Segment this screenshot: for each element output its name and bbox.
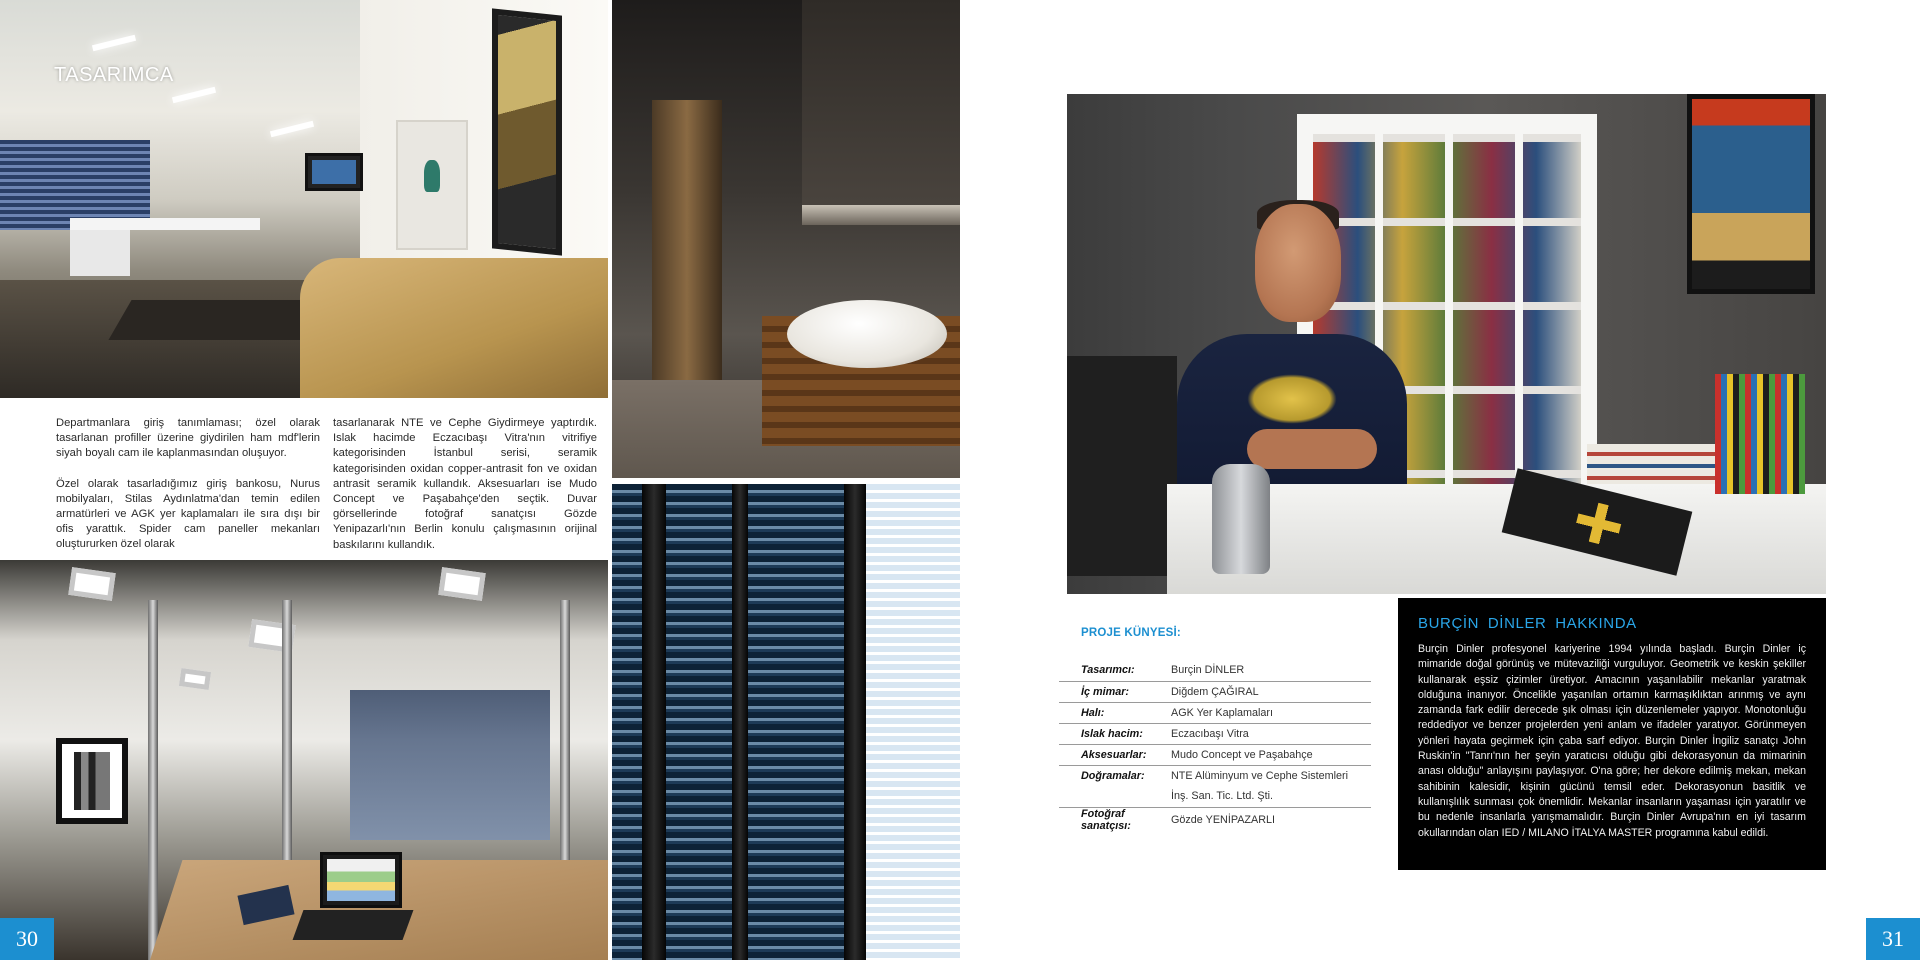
credits-row: [1059, 681, 1371, 702]
credits-value: AGK Yer Kaplamaları: [1171, 702, 1371, 723]
credits-label: İç mimar:: [1059, 681, 1171, 702]
about-title: BURÇİN DİNLER HAKKINDA: [1418, 615, 1637, 632]
washbasin-photo: [612, 0, 960, 478]
page-number-left: 30: [0, 918, 54, 960]
credits-row: [1059, 807, 1371, 832]
credits-value-continued: İnş. San. Tic. Ltd. Şti.: [1171, 786, 1371, 807]
article-paragraph: Özel olarak tasarladığımız giriş bankosu, Nurus mobilyaları, Stilas Aydınlatma'dan temin edilen armatürleri ve AGK yer kaplamaları ile sıra dışı bir ofis yarattık. Spider cam paneller mekanları oluştururken özel olarak: [56, 477, 320, 551]
credits-label: Islak hacim:: [1059, 723, 1171, 744]
credits-row: [1059, 765, 1371, 786]
iron-maiden-poster: [1687, 94, 1815, 294]
credits-label: Doğramalar:: [1081, 769, 1145, 782]
credits-value: Diğdem ÇAĞIRAL: [1171, 681, 1371, 702]
credits-value: Eczacıbaşı Vitra: [1171, 723, 1371, 744]
about-text: Burçin Dinler profesyonel kariyerine 1994 yılında başladı. Burçin Dinler iç mimaride doğal görünüş ve mütevaziliği vurguluyor. Geometrik ve keskin şekiller kullanarak eşsiz çizimler üretiyor. Amacının yaşanılabilir mekanlar yaratmak olduğuna inanıyor. Öncelikle yaşanılan ortamın karmaşıklıktan arınmış ve aynı zamanda fark edilir derecede şık olması için düzenlemeler yapıyor. Monotonluğu reddediyor ve benzer projelerden yeni anlam ve ifadeler yaratıyor. Görünmeyen yönleri hayata geçirmek için çaba sarf ediyor. Burçin Dinler İngiliz sanatçı John Ruskin'in "Tanrı'nın her şeyin yaratıcısı olduğu gibi dekorasyonun da mimarinin anası olduğu" anlayışını paylaşıyor. O'na göre; her dekore edilmiş mekan, mekan sahibinin kalesidir, kişinin gücünü temsil eder. Dekorasyonun basitlik ve kullanışlılık sunması çok önemlidir. Mekanlar insanların yaşaması için yaratılır ve bu nedenle insanlarla yarışmamalıdır. Burçin Dinler Avrupa'nın en iyi tasarım okullarından olan IED / MILANO İTALYA MASTER programına kabul edildi.: [1418, 643, 1806, 839]
meeting-room-photo: [0, 560, 608, 960]
credits-value: Burçin DİNLER: [1171, 660, 1371, 681]
page-number-right: 31: [1866, 918, 1920, 960]
article-paragraph: Departmanlara giriş tanımlaması; özel olarak tasarlanan profiller üzerine giydirilen ham mdf'lerin siyah boyalı cam ile kaplanmasından oluşuyor.: [56, 417, 320, 460]
credits-row: [1059, 723, 1371, 744]
credits-value: Mudo Concept ve Paşabahçe: [1171, 744, 1371, 765]
credits-label: Fotoğraf sanatçısı:: [1081, 807, 1131, 832]
office-lounge-photo: [0, 0, 608, 398]
credits-row: [1059, 702, 1371, 723]
section-title: TASARIMCA: [54, 64, 174, 86]
window-blinds-photo: [612, 484, 960, 960]
credits-label: Halı:: [1059, 702, 1171, 723]
article-paragraph: tasarlanarak NTE ve Cephe Giydirmeye yaptırdık. Islak hacimde Eczacıbaşı Vitra'nın vitrifiye kategorisinden İstanbul serisi, seramik kategorisinden oxidan copper-antrasit fon ve oxidan antrasit seramik kullandık. Aksesuarları ise Mudo Concept ve Paşabahçe'den seçtik. Duvar görsellerinde fotoğraf sanatçısı Gözde Yenipazarlı'nın Berlin konulu çalışmasının orijinal baskılarını kullandık.: [333, 417, 597, 551]
credits-value: Gözde YENİPAZARLI: [1171, 813, 1276, 826]
designer-portrait-photo: [1067, 94, 1826, 594]
credits-label: Aksesuarlar:: [1059, 744, 1171, 765]
credits-table: [1059, 660, 1371, 832]
credits-title: PROJE KÜNYESİ:: [1081, 627, 1181, 639]
credits-row: [1059, 660, 1371, 681]
credits-row: [1059, 744, 1371, 765]
credits-value: NTE Alüminyum ve Cephe Sistemleri: [1171, 769, 1349, 782]
credits-label: Tasarımcı:: [1059, 660, 1171, 681]
credits-row: [1059, 786, 1371, 807]
article-column-left: [56, 416, 320, 553]
about-designer-box: [1398, 598, 1826, 870]
article-column-right: [333, 416, 597, 553]
